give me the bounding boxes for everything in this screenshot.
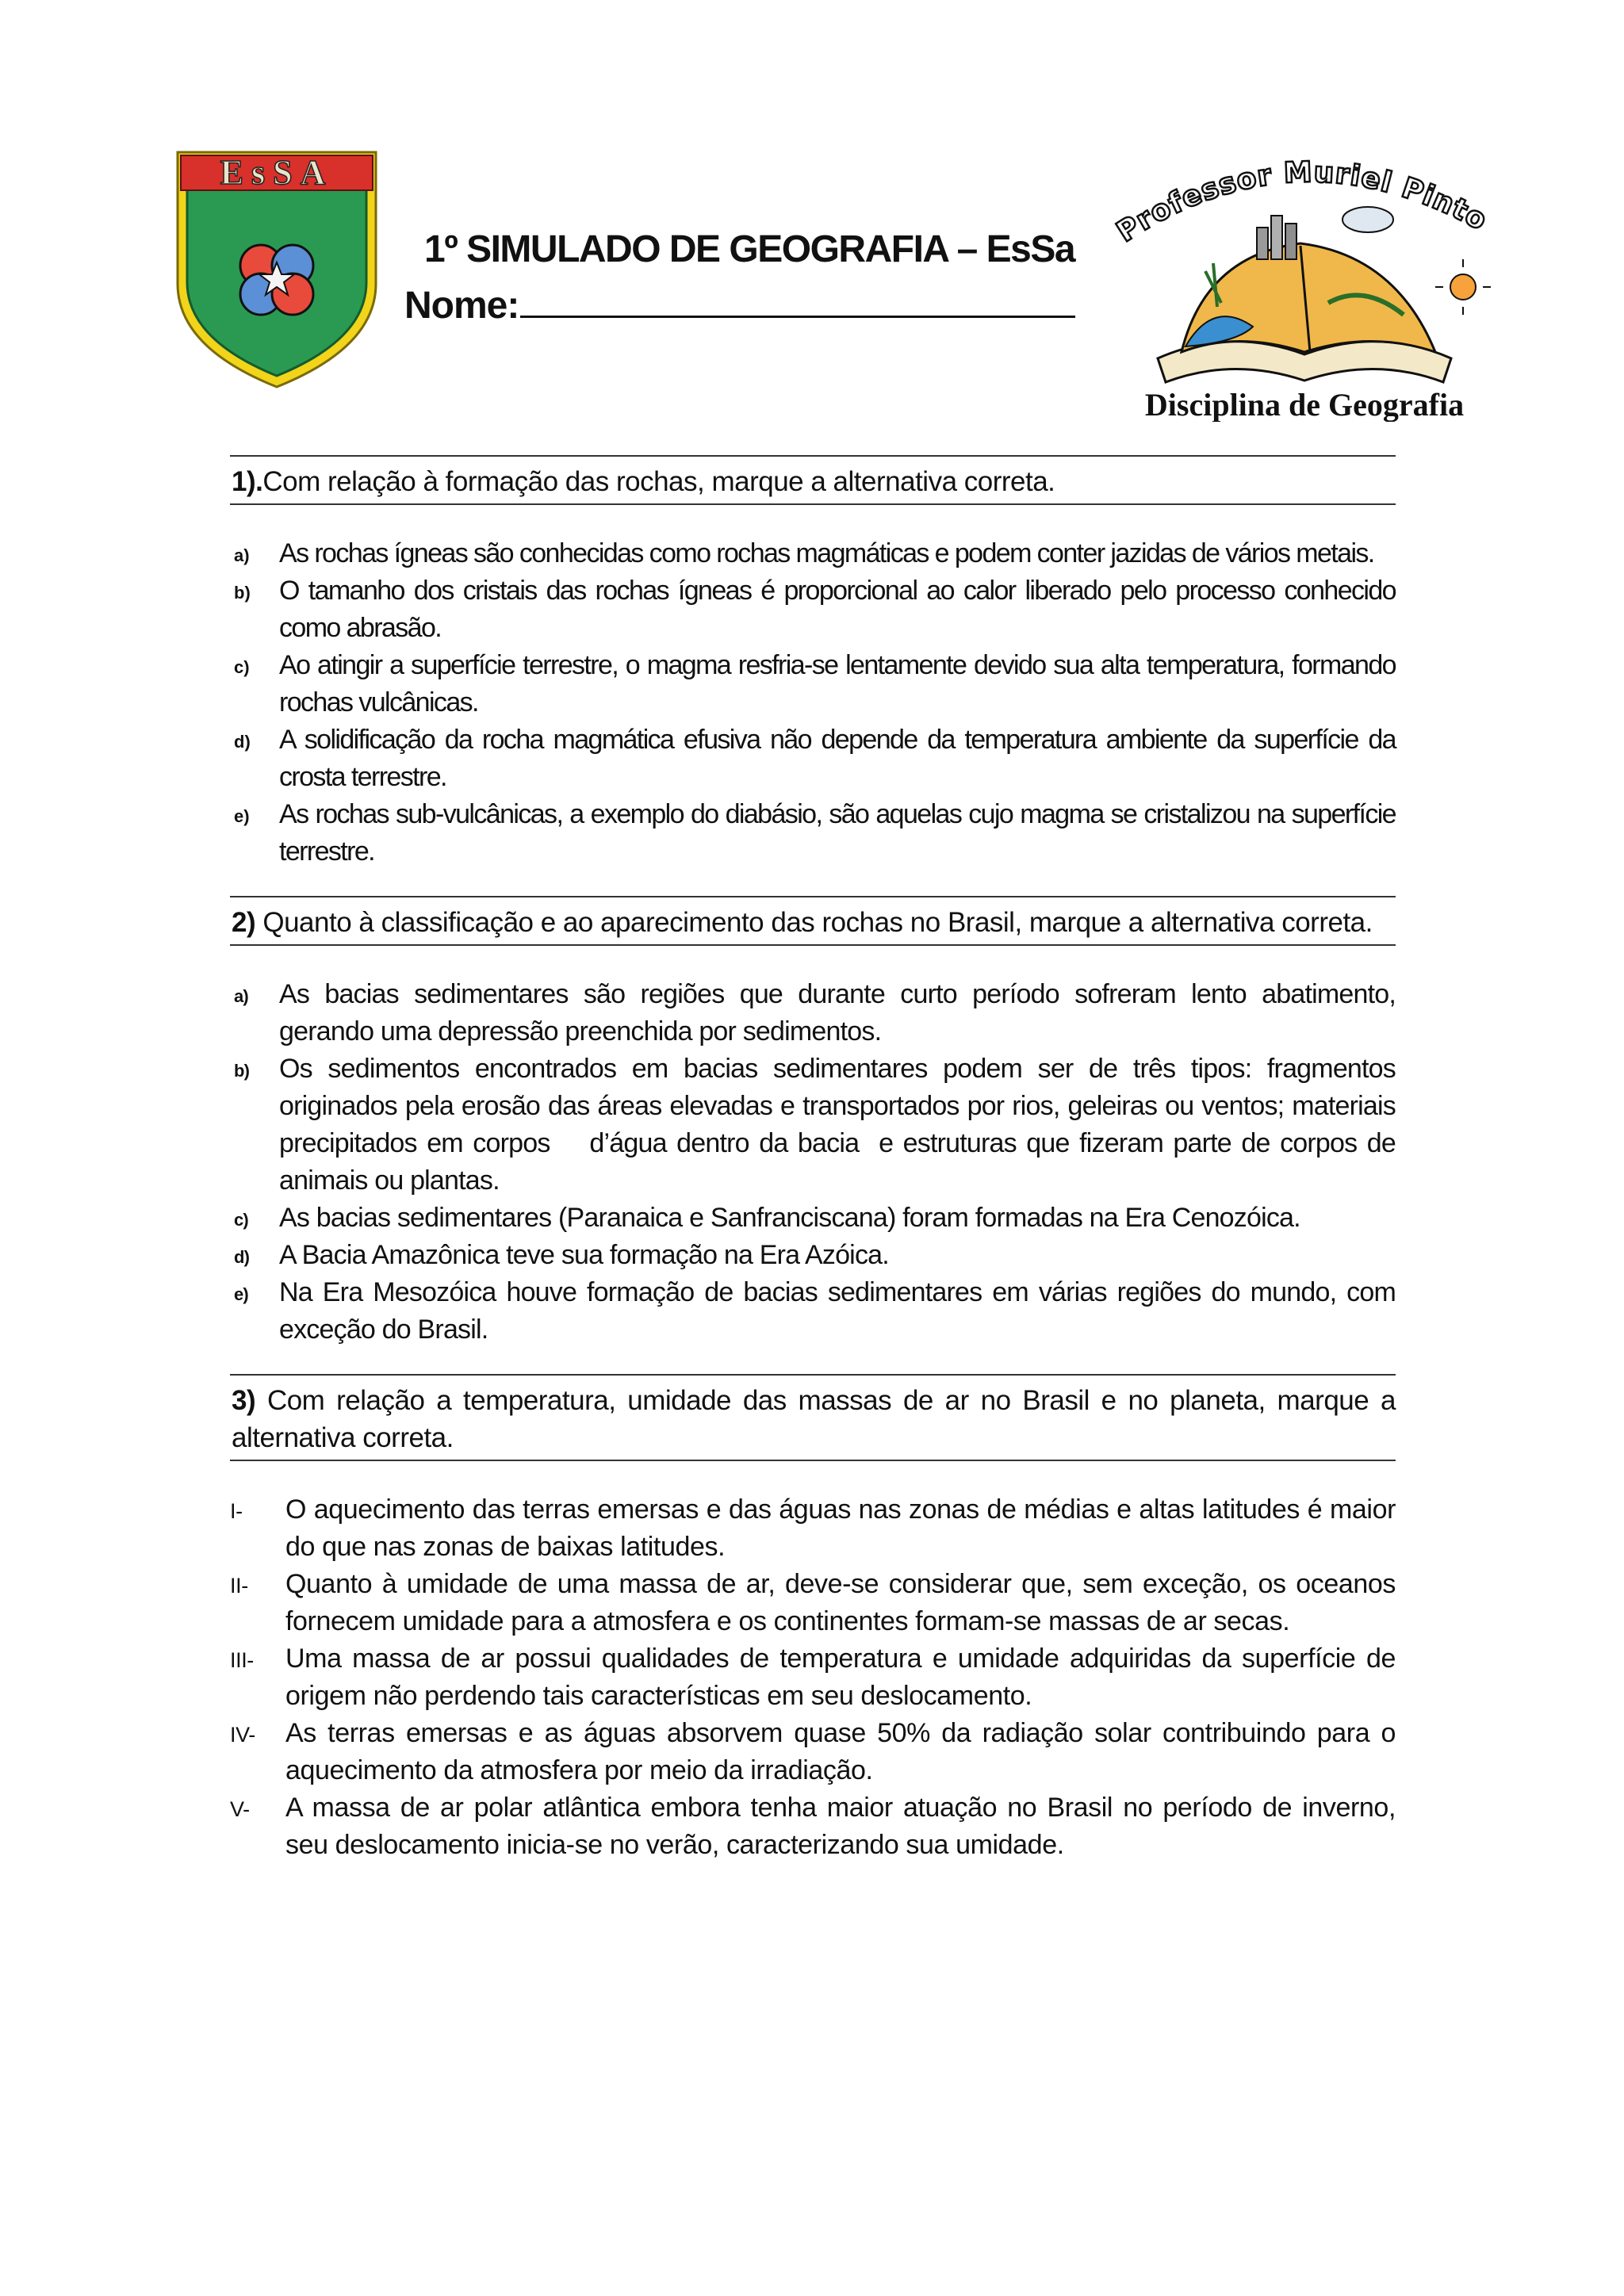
option-label: a): [234, 986, 248, 1006]
question-3-statements: [230, 1491, 1396, 1864]
statement-3-ii: [230, 1566, 1396, 1640]
statement-3-v: [230, 1789, 1396, 1864]
option-1b: [230, 572, 1396, 647]
option-text: A Bacia Amazônica teve sua formação na Era Azóica.: [279, 1240, 889, 1270]
option-text: Ao atingir a superfície terrestre, o magma resfria-se lentamente devido sua alta temperatura, formando rochas vulcânicas.: [279, 650, 1396, 718]
logo-top-text: Professor Muriel Pinto: [1111, 156, 1493, 249]
option-label: d): [234, 1247, 250, 1267]
statement-text: Quanto à umidade de uma massa de ar, deve-se considerar que, sem exceção, os oceanos fornecem umidade para a atmosfera e os continentes formam-se massas de ar secas.: [285, 1569, 1396, 1636]
statement-label: III-: [230, 1648, 254, 1672]
statement-label: V-: [230, 1797, 250, 1821]
option-1a: [230, 535, 1396, 572]
option-2c: [230, 1200, 1396, 1237]
question-1-prompt: Com relação à formação das rochas, marque a alternativa correta.: [262, 466, 1055, 497]
option-text: As bacias sedimentares (Paranaica e Sanfranciscana) foram formadas na Era Cenozóica.: [279, 1203, 1300, 1233]
option-2d: [230, 1237, 1396, 1274]
name-label: Nome:: [404, 285, 519, 327]
statement-text: O aquecimento das terras emersas e das águas nas zonas de médias e altas latitudes é maior do que nas zonas de baixas latitudes.: [285, 1494, 1396, 1562]
statement-label: II-: [230, 1574, 248, 1598]
question-3-number: 3): [232, 1385, 256, 1416]
option-1d: [230, 721, 1396, 796]
option-1e: [230, 796, 1396, 871]
question-2-header: [230, 896, 1396, 946]
logo-bottom-text: Disciplina de Geografia: [1144, 387, 1465, 422]
option-2a: [230, 976, 1396, 1050]
name-blank-line: [520, 282, 1075, 318]
option-2e: [230, 1274, 1396, 1349]
question-2-options: [230, 976, 1403, 1349]
question-1-options: [230, 535, 1396, 871]
question-1-number: 1).: [232, 466, 263, 497]
statement-3-iii: [230, 1640, 1396, 1715]
option-text: Os sedimentos encontrados em bacias sedimentares podem ser de três tipos: fragmentos originados pela erosão das áreas elevadas e transportados por rios, geleiras ou ventos; materiais precipitados em corpos d’água dentro da bacia e estruturas que fizeram parte de corpos de animais ou plantas.: [279, 1054, 1403, 1196]
logo-banner-text: EsSA: [220, 153, 334, 192]
statement-text: As terras emersas e as águas absorvem quase 50% da radiação solar contribuindo para o aquecimento da atmosfera por meio da irradiação.: [285, 1718, 1396, 1785]
questions-section: [230, 455, 1403, 1864]
option-2b: [230, 1050, 1403, 1200]
statement-text: Uma massa de ar possui qualidades de temperatura e umidade adquiridas da superfície de origem não perdendo tais características em seu deslocamento.: [285, 1644, 1396, 1711]
option-text: O tamanho dos cristais das rochas ígneas é proporcional ao calor liberado pelo processo conhecido como abrasão.: [279, 576, 1396, 643]
statement-text: A massa de ar polar atlântica embora tenha maior atuação no Brasil no período de inverno, seu deslocamento inicia-se no verão, caracterizando sua umidade.: [285, 1793, 1396, 1860]
option-label: e): [234, 1284, 248, 1304]
option-text: A solidificação da rocha magmática efusiva não depende da temperatura ambiente da superfície da crosta terrestre.: [279, 725, 1396, 792]
option-text: As rochas sub-vulcânicas, a exemplo do diabásio, são aquelas cujo magma se cristalizou na superfície terrestre.: [279, 799, 1396, 867]
question-2-number: 2): [232, 907, 256, 938]
option-text: Na Era Mesozóica houve formação de bacias sedimentares em várias regiões do mundo, com exceção do Brasil.: [279, 1277, 1396, 1345]
svg-text:Professor Muriel Pinto: [1111, 156, 1492, 249]
statement-label: I-: [230, 1499, 243, 1523]
page-title: 1º SIMULADO DE GEOGRAFIA – EsSa: [424, 228, 1075, 270]
option-text: As bacias sedimentares são regiões que durante curto período sofreram lento abatimento, gerando uma depressão preenchida por sedimentos.: [279, 979, 1396, 1047]
option-label: b): [234, 583, 251, 603]
question-2: [230, 896, 1403, 1349]
question-2-prompt: Quanto à classificação e ao aparecimento das rochas no Brasil, marque a alternativa correta.: [262, 907, 1373, 938]
option-label: c): [234, 657, 250, 677]
option-1c: [230, 647, 1396, 721]
professor-logo: [1102, 144, 1515, 422]
option-label: a): [234, 545, 250, 565]
essa-shield-logo: [173, 149, 381, 390]
option-label: d): [234, 732, 251, 752]
option-label: e): [234, 806, 250, 826]
question-1: [230, 455, 1396, 871]
statement-label: IV-: [230, 1723, 255, 1747]
statement-3-i: [230, 1491, 1396, 1566]
option-text: As rochas ígneas são conhecidas como rochas magmáticas e podem conter jazidas de vários metais.: [279, 538, 1374, 568]
question-3: [230, 1374, 1396, 1864]
name-field: [404, 282, 1075, 327]
option-label: c): [234, 1210, 248, 1230]
question-3-header: [230, 1374, 1396, 1461]
option-label: b): [234, 1061, 250, 1081]
question-3-prompt: Com relação a temperatura, umidade das massas de ar no Brasil e no planeta, marque a alternativa correta.: [232, 1385, 1396, 1453]
question-1-header: [230, 455, 1396, 505]
statement-3-iv: [230, 1715, 1396, 1789]
